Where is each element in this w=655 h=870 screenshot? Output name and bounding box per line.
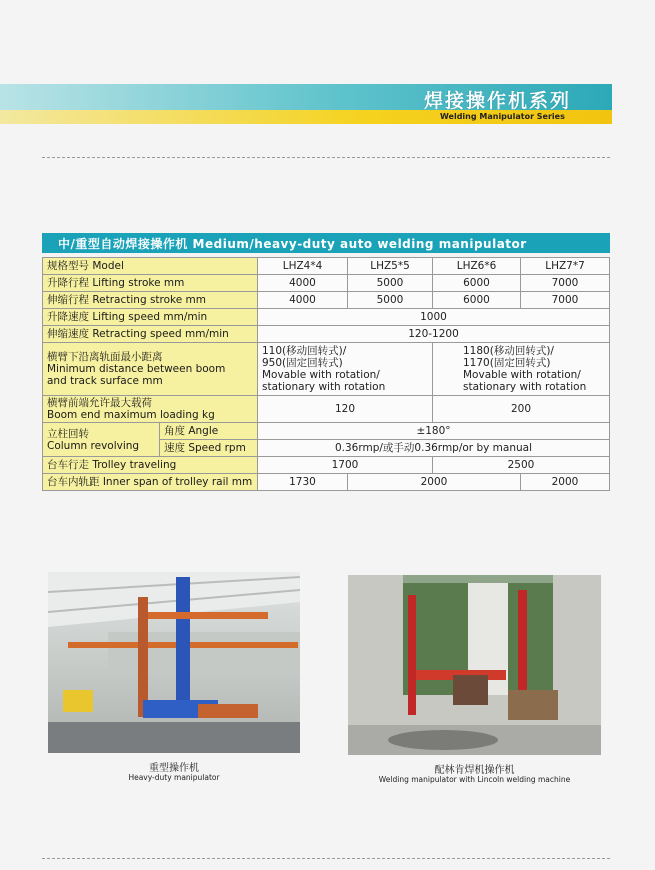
retracting-stroke-cell: 7000 (521, 292, 610, 309)
table-row (43, 474, 610, 491)
table-row (43, 326, 610, 343)
row-label-lifting-speed: 升降速度 Lifting speed mm/min (43, 309, 258, 326)
table-row (43, 275, 610, 292)
inner-span-cell: 2000 (348, 474, 521, 491)
speed-label: 速度 Speed rpm (160, 440, 258, 457)
lifting-speed-cell: 1000 (258, 309, 610, 326)
row-label-min-distance (43, 343, 258, 396)
row-label-inner-span: 台车内轨距 Inner span of trolley rail mm (43, 474, 258, 491)
min-distance-cell (258, 343, 433, 396)
row-label-model: 规格型号 Model (43, 258, 258, 275)
min-distance-label-cn: 横臂下沿离轨面最小距离 (47, 351, 163, 363)
row-label-max-load (43, 396, 258, 423)
divider-top (42, 157, 610, 158)
retracting-speed-cell: 120-1200 (258, 326, 610, 343)
table-title-bar (42, 233, 610, 253)
table-row (43, 258, 610, 275)
model-cell: LHZ4*4 (258, 258, 348, 275)
angle-label: 角度 Angle (160, 423, 258, 440)
max-load-cell: 200 (433, 396, 610, 423)
min-distance-text: 950(固定回转式) (262, 357, 343, 369)
series-subtitle: Welding Manipulator Series (440, 112, 565, 121)
angle-cell: ±180° (258, 423, 610, 440)
photo-heavy-duty-manipulator (48, 572, 300, 753)
column-revolving-label-cn: 立柱回转 (47, 427, 89, 440)
table-row (43, 292, 610, 309)
row-label-trolley-traveling: 台车行走 Trolley traveling (43, 457, 258, 474)
column-revolving-label-en: Column revolving (47, 439, 140, 452)
row-label-retracting-speed: 伸缩速度 Retracting speed mm/min (43, 326, 258, 343)
photo1-caption-en: Heavy-duty manipulator (128, 773, 220, 782)
photo2-caption-en: Welding manipulator with Lincoln welding machine (378, 775, 571, 784)
row-label-lifting-stroke: 升降行程 Lifting stroke mm (43, 275, 258, 292)
row-label-retracting-stroke: 伸缩行程 Retracting stroke mm (43, 292, 258, 309)
max-load-label-cn: 横臂前端允许最大载荷 (47, 397, 152, 409)
lifting-stroke-cell: 6000 (433, 275, 521, 292)
inner-span-cell: 1730 (258, 474, 348, 491)
min-distance-label-en: and track surface mm (47, 375, 163, 387)
retracting-stroke-cell: 5000 (348, 292, 433, 309)
model-cell: LHZ6*6 (433, 258, 521, 275)
row-label-column-revolving (43, 423, 160, 457)
min-distance-text: 1170(固定回转式) (463, 357, 551, 369)
table-row (43, 423, 610, 440)
factory-photo-illustration (48, 572, 300, 753)
series-title: 焊接操作机系列 (424, 90, 572, 112)
welding-photo-illustration (348, 575, 601, 755)
speed-cell: 0.36rmp/或手动0.36rmp/or by manual (258, 440, 610, 457)
table-row (43, 309, 610, 326)
photo-lincoln-welding-manipulator (348, 575, 601, 755)
min-distance-text: stationary with rotation (262, 381, 386, 393)
min-distance-text: Movable with rotation/ (463, 369, 581, 381)
max-load-cell: 120 (258, 396, 433, 423)
min-distance-text: 110(移动回转式)/ (262, 345, 347, 357)
model-cell: LHZ5*5 (348, 258, 433, 275)
min-distance-text: 1180(移动回转式)/ (463, 345, 554, 357)
table-row (43, 343, 610, 396)
min-distance-label-en: Minimum distance between boom (47, 363, 226, 375)
lifting-stroke-cell: 5000 (348, 275, 433, 292)
min-distance-text: Movable with rotation/ (262, 369, 380, 381)
lifting-stroke-cell: 7000 (521, 275, 610, 292)
max-load-label-en: Boom end maximum loading kg (47, 409, 215, 421)
trolley-traveling-cell: 1700 (258, 457, 433, 474)
retracting-stroke-cell: 6000 (433, 292, 521, 309)
photo2-caption-cn: 配林肯焊机操作机 (434, 765, 515, 776)
table-row (43, 457, 610, 474)
min-distance-text: stationary with rotation (463, 381, 587, 393)
photo1-caption-cn: 重型操作机 (149, 763, 199, 774)
inner-span-cell: 2000 (521, 474, 610, 491)
min-distance-cell (433, 343, 610, 396)
divider-bottom (42, 858, 610, 859)
model-cell: LHZ7*7 (521, 258, 610, 275)
trolley-traveling-cell: 2500 (433, 457, 610, 474)
spec-table (42, 257, 610, 491)
retracting-stroke-cell: 4000 (258, 292, 348, 309)
table-title: 中/重型自动焊接操作机 Medium/heavy-duty auto welding manipulator (58, 237, 527, 251)
lifting-stroke-cell: 4000 (258, 275, 348, 292)
table-row (43, 396, 610, 423)
